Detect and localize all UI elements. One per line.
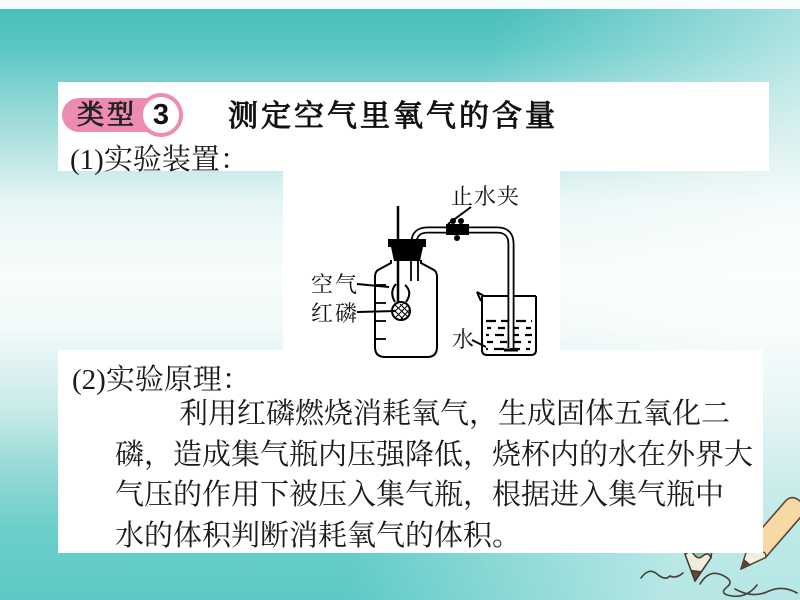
squiggle-lines [641, 571, 797, 596]
page-title: 测定空气里氧气的含量 [228, 100, 558, 133]
section2-heading: (2)实验原理： [72, 364, 251, 396]
label-air: 空气 [311, 272, 360, 297]
pinch-clamp-icon [446, 218, 469, 241]
principle-line: 气压的作用下被压入集气瓶，根据进入集气瓶中 [115, 479, 725, 511]
beaker [477, 292, 536, 355]
principle-line: 利用红磷燃烧消耗氧气，生成固体五氧化二 [179, 398, 731, 430]
principle-line: 磷，造成集气瓶内压强降低，烧杯内的水在外界大 [115, 438, 754, 471]
principle-line: 水的体积判断消耗氧气的体积。 [115, 519, 522, 552]
type-badge-label: 类型 [62, 98, 163, 132]
label-pinch-clamp: 止水夹 [451, 184, 521, 209]
principle-paragraph [115, 394, 753, 556]
flame-icon [392, 284, 409, 302]
apparatus-diagram [283, 171, 560, 365]
label-red-phosphorus: 红磷 [311, 301, 360, 326]
rubber-stopper [388, 239, 426, 261]
section1-heading: (1)实验装置： [70, 144, 249, 176]
top-highlight-strip [0, 0, 800, 9]
type-badge [62, 93, 183, 137]
label-water: 水 [452, 327, 475, 352]
type-badge-number: 3 [139, 93, 183, 137]
